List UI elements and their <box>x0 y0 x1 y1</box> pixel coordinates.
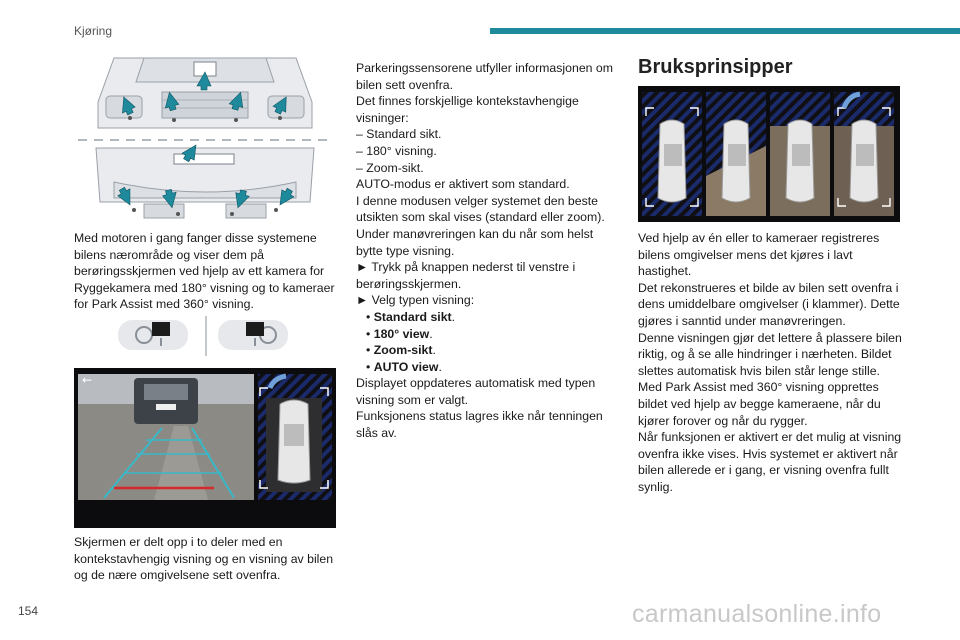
col3-line: Det rekonstrueres et bilde av bilen sett ovenfra i dens umiddelbare omgivelser (i klammer). Dette gjøres i sanntid under manøvreringen. <box>638 280 900 328</box>
page-number: 154 <box>18 604 39 618</box>
view-option-label: AUTO view <box>373 359 439 374</box>
col2-line: – 180° visning. <box>356 143 437 158</box>
top-view-sequence-figure <box>638 86 900 222</box>
col3-line: Ved hjelp av én eller to kameraer registreres bilens omgivelser mens det kjøres i lavt hastighet. <box>638 231 880 279</box>
header-section-title: Kjøring <box>74 24 113 38</box>
camera-view-screen <box>74 368 336 528</box>
car-sensor-illustration <box>74 52 336 224</box>
view-option-bullet: • Standard sikt. <box>366 309 456 324</box>
col2-after-line: Displayet oppdateres automatisk med typen visning som er valgt. <box>356 376 596 407</box>
section-heading: Bruksprinsipper <box>638 56 793 78</box>
col2-line: ► Velg typen visning: <box>356 293 475 308</box>
col2-line: Parkeringssensorene utfyller informasjonen om bilen sett ovenfra. <box>356 61 613 92</box>
principles-column <box>638 230 903 496</box>
col2-line: Under manøvreringen kan du når som helst bytte type visning. <box>356 226 594 258</box>
intro-paragraph <box>74 230 336 313</box>
col2-line: I denne modusen velger systemet den beste utsikten som skal vises (standard eller zoom). <box>356 193 605 225</box>
back-arrow-icon[interactable]: ← <box>82 373 93 387</box>
split-screen-text: Skjermen er delt opp i to deler med en kontekstavhengig visning og en visning av bilen og de nære omgivelsene sett ovenfra. <box>74 535 334 583</box>
view-option-label: Standard sikt <box>373 309 452 324</box>
view-option-label: Zoom-sikt <box>373 343 433 358</box>
view-option-bullet: • 180° view. <box>366 326 433 341</box>
views-column <box>356 60 618 442</box>
col3-line: Denne visningen gjør det lettere å plassere bilen riktig, og å se alle hindringer i nærheten. Bildet slettes automatisk hvis bilen står lenge stille. <box>638 330 902 378</box>
intro-text: Med motoren i gang fanger disse systemene bilens nærområde og viser dem på berøringsskjermen ved hjelp av ett kamera for Ryggekamera med 180° visning og to kameraer for Park Assist med 360° visning. <box>74 231 335 312</box>
split-screen-paragraph <box>74 534 336 584</box>
camera-icons-figure <box>118 316 298 356</box>
view-option-label: 180° view <box>373 326 430 341</box>
col2-line: Det finnes forskjellige kontekstavhengige visninger: <box>356 94 579 125</box>
col3-line: Med Park Assist med 360° visning opprettes bildet ved hjelp av begge kameraene, når du kjører forover og når du rygger. <box>638 380 881 428</box>
watermark-text: carmanualsonline.info <box>632 600 882 628</box>
col2-line: ► Trykk på knappen nederst til venstre i berøringsskjermen. <box>356 260 576 291</box>
col2-line: – Standard sikt. <box>356 127 442 142</box>
view-option-bullet: • AUTO view. <box>366 359 442 374</box>
header-accent-bar <box>490 28 960 34</box>
col2-after-line: Funksjonens status lagres ikke når tenningen slås av. <box>356 409 603 441</box>
col3-line: Når funksjonen er aktivert er det mulig at visning ovenfra ikke vises. Hvis systemet er aktivert når bilen allerede er i gang, er visning ovenfra fullt synlig. <box>638 430 902 494</box>
col2-line: – Zoom-sikt. <box>356 160 424 175</box>
col2-line: AUTO-modus er aktivert som standard. <box>356 177 570 192</box>
view-option-bullet: • Zoom-sikt. <box>366 343 436 358</box>
